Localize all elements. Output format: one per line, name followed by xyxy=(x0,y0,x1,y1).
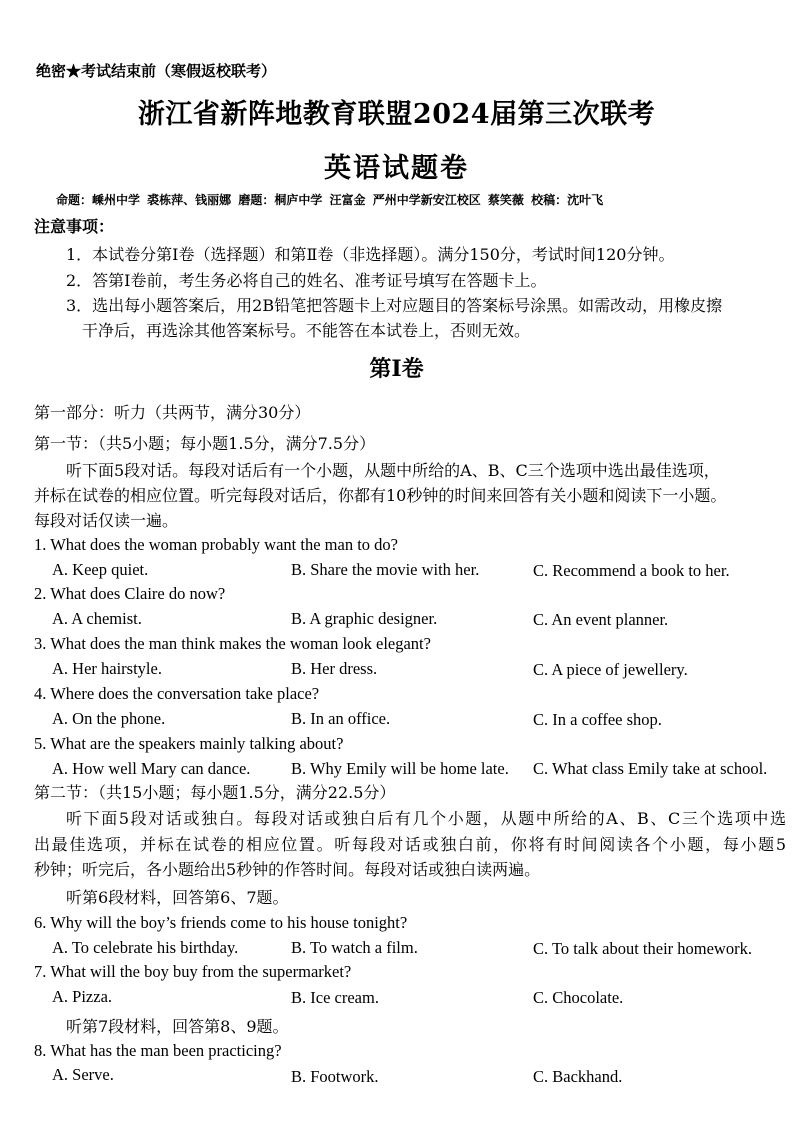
notice-heading: 注意事项： xyxy=(34,217,115,236)
question-1-option-b: B. Share the movie with her. xyxy=(291,560,480,579)
question-1-option-c: C. Recommend a book to her. xyxy=(533,561,730,580)
confidential-line: 绝密★考试结束前（寒假返校联考） xyxy=(36,62,277,80)
question-3-option-c: C. A piece of jewellery. xyxy=(533,660,688,679)
notice-item-3-cont: 干净后，再选涂其他答案标号。不能答在本试卷上，否则无效。 xyxy=(82,321,531,340)
exam-subtitle: 英语试题卷 xyxy=(324,153,469,184)
question-7-option-c: C. Chocolate. xyxy=(533,988,624,1007)
material-6-note: 听第6段材料，回答第6、7题。 xyxy=(66,888,289,907)
question-6-option-c: C. To talk about their homework. xyxy=(533,939,752,958)
volume-title: 第Ⅰ卷 xyxy=(369,356,424,382)
question-7-stem: 7. What will the boy buy from the supermarket? xyxy=(34,962,352,981)
question-5-stem: 5. What are the speakers mainly talking about? xyxy=(34,734,344,753)
question-4-option-c: C. In a coffee shop. xyxy=(533,710,662,729)
section2-instruction-3: 秒钟；听完后，各小题给出5秒钟的作答时间。每段对话或独白读两遍。 xyxy=(34,860,541,879)
part1-heading: 第一部分：听力（共两节，满分30分） xyxy=(34,403,311,422)
question-2-option-b: B. A graphic designer. xyxy=(291,609,438,628)
material-7-note: 听第7段材料，回答第8、9题。 xyxy=(66,1017,289,1036)
section2-heading: 第二节：（共15小题；每小题1.5分，满分22.5分） xyxy=(34,783,396,802)
question-8-stem: 8. What has the man been practicing? xyxy=(34,1041,282,1060)
question-3-option-a: A. Her hairstyle. xyxy=(52,659,162,678)
question-3-stem: 3. What does the man think makes the woman look elegant? xyxy=(34,634,431,653)
question-2-option-c: C. An event planner. xyxy=(533,610,669,629)
question-7-option-a: A. Pizza. xyxy=(52,987,113,1006)
section2-instruction-2: 出最佳选项，并标在试卷的相应位置。听每段对话或独白前，你将有时间阅读各个小题，每小题5 xyxy=(34,835,786,854)
question-8-option-b: B. Footwork. xyxy=(291,1067,379,1086)
section1-instruction-3: 每段对话仅读一遍。 xyxy=(34,511,179,530)
credits-line: 命题：嵊州中学 裘栋萍、钱丽娜 磨题：桐庐中学 汪富金 严州中学新安江校区 蔡笑薇 校稿：沈叶飞 xyxy=(56,193,604,207)
section2-instruction-1: 听下面5段对话或独白。每段对话或独白后有几个小题，从题中所给的A、B、C三个选项中选 xyxy=(66,809,786,828)
question-6-option-b: B. To watch a film. xyxy=(291,938,418,957)
question-2-option-a: A. A chemist. xyxy=(52,609,142,628)
question-1-stem: 1. What does the woman probably want the man to do? xyxy=(34,535,398,554)
question-5-option-b: B. Why Emily will be home late. xyxy=(291,759,509,778)
notice-item-2: 2．答第Ⅰ卷前，考生务必将自己的姓名、准考证号填写在答题卡上。 xyxy=(66,271,547,290)
question-4-option-b: B. In an office. xyxy=(291,709,391,728)
question-1-option-a: A. Keep quiet. xyxy=(52,560,149,579)
question-7-option-b: B. Ice cream. xyxy=(291,988,379,1007)
notice-item-3: 3．选出每小题答案后，用2B铅笔把答题卡上对应题目的答案标号涂黑。如需改动，用橡皮擦 xyxy=(66,296,723,315)
question-4-option-a: A. On the phone. xyxy=(52,709,166,728)
question-5-option-c: C. What class Emily take at school. xyxy=(533,759,768,778)
question-5-option-a: A. How well Mary can dance. xyxy=(52,759,251,778)
section1-instruction-1: 听下面5段对话。每段对话后有一个小题，从题中所给的A、B、C三个选项中选出最佳选项， xyxy=(66,461,720,480)
question-2-stem: 2. What does Claire do now? xyxy=(34,584,226,603)
question-3-option-b: B. Her dress. xyxy=(291,659,378,678)
question-8-option-a: A. Serve. xyxy=(52,1065,114,1084)
section1-heading: 第一节：（共5小题；每小题1.5分，满分7.5分） xyxy=(34,434,376,453)
question-6-option-a: A. To celebrate his birthday. xyxy=(52,938,239,957)
question-6-stem: 6. Why will the boy’s friends come to his house tonight? xyxy=(34,913,408,932)
question-4-stem: 4. Where does the conversation take place? xyxy=(34,684,320,703)
section1-instruction-2: 并标在试卷的相应位置。听完每段对话后，你都有10秒钟的时间来回答有关小题和阅读下一小题。 xyxy=(34,486,727,505)
question-8-option-c: C. Backhand. xyxy=(533,1067,623,1086)
notice-item-1: 1．本试卷分第Ⅰ卷（选择题）和第Ⅱ卷（非选择题）。满分150分，考试时间120分钟。 xyxy=(66,245,675,264)
exam-title: 浙江省新阵地教育联盟2024届第三次联考 xyxy=(137,99,656,130)
